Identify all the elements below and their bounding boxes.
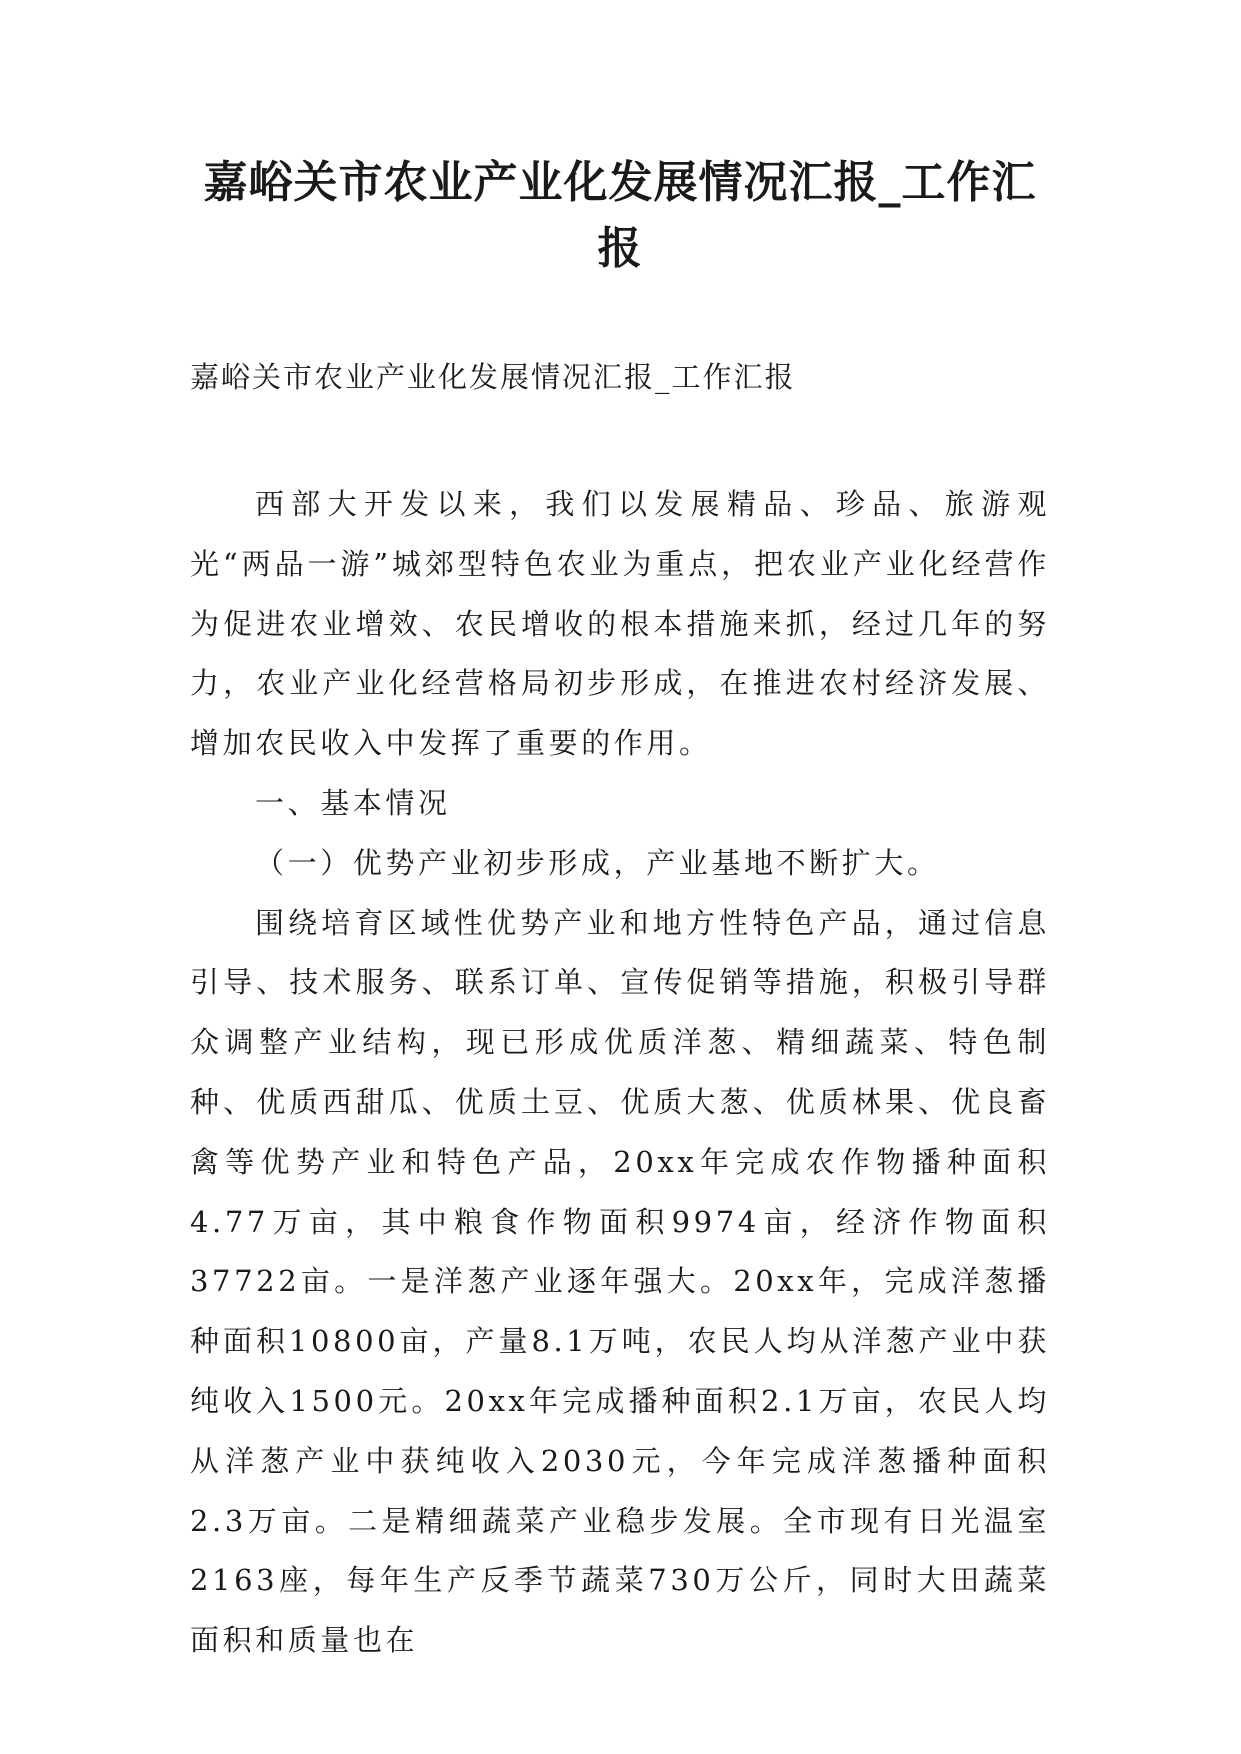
- document-subtitle: 嘉峪关市农业产业化发展情况汇报_工作汇报: [190, 360, 796, 394]
- body-paragraph-intro: 西部大开发以来，我们以发展精品、珍品、旅游观光“两品一游”城郊型特色农业为重点，把农业产业化经营作为促进农业增效、农民增收的根本措施来抓，经过几年的努力，农业产业化经营格局初步形成，在推进农村经济发展、增加农民收入中发挥了重要的作用。: [190, 487, 1050, 761]
- section-heading-basic-situation: 一、基本情况: [255, 785, 451, 820]
- subsection-heading-advantage-industries: （一）优势产业初步形成，产业基地不断扩大。: [255, 845, 940, 880]
- document-title: 嘉峪关市农业产业化发展情况汇报_工作汇报: [203, 157, 1037, 274]
- document-body: [190, 475, 1050, 1671]
- body-paragraph-industries: 围绕培育区域性优势产业和地方性特色产品，通过信息引导、技术服务、联系订单、宣传促销等措施，积极引导群众调整产业结构，现已形成优质洋葱、精细蔬菜、特色制种、优质西甜瓜、优质土豆、优质大葱、优质林果、优良畜禽等优势产业和特色产品，20xx年完成农作物播种面积4.77万亩，其中粮食作物面积9974亩，经济作物面积37722亩。一是洋葱产业逐年强大。20xx年，完成洋葱播种面积10800亩，产量8.1万吨，农民人均从洋葱产业中获纯收入1500元。20xx年完成播种面积2.1万亩，农民人均从洋葱产业中获纯收入2030元，今年完成洋葱播种面积2.3万亩。二是精细蔬菜产业稳步发展。全市现有日光温室2163座，每年生产反季节蔬菜730万公斤，同时大田蔬菜面积和质量也在: [190, 905, 1050, 1658]
